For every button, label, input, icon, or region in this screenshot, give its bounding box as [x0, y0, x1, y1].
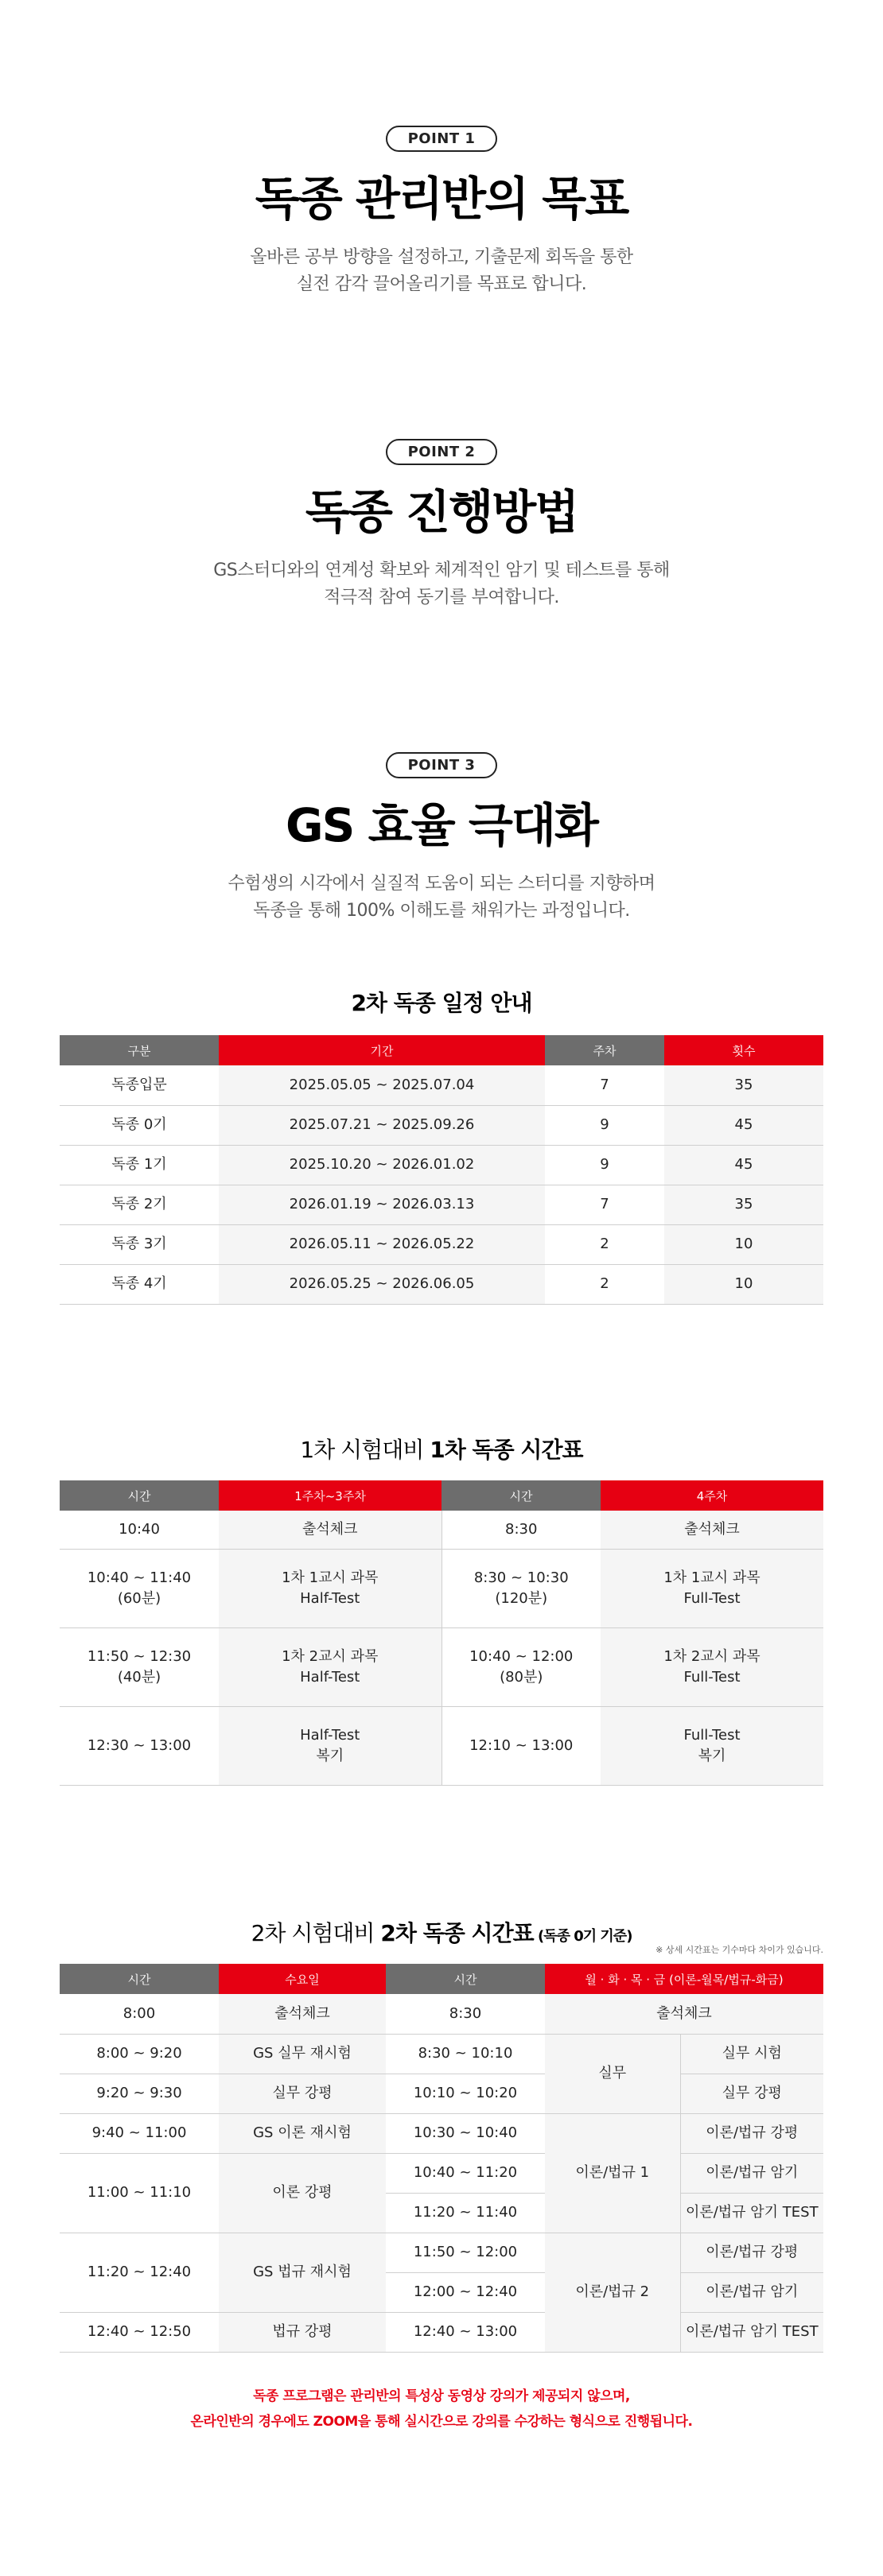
schedule-cell: 35 — [664, 1185, 823, 1224]
session-cell: 1차 2교시 과목 Half-Test — [219, 1627, 442, 1706]
point-2-desc-line1: GS스터디와의 연계성 확보와 체계적인 암기 및 테스트를 통해 — [213, 560, 670, 580]
point-3-badge: POINT 3 — [386, 752, 498, 778]
table-row — [60, 1145, 823, 1185]
session-cell: 이론/법규 강평 — [680, 2233, 823, 2272]
schedule-cell: 45 — [664, 1105, 823, 1145]
point-1-desc-line2: 실전 감각 끌어올리기를 목표로 합니다. — [296, 274, 587, 294]
schedule-cell: 2025.05.05 ~ 2025.07.04 — [219, 1065, 545, 1105]
second-header-wednesday: 수요일 — [219, 1964, 386, 1994]
session-cell: 이론/법규 암기 — [680, 2153, 823, 2193]
second-header-weekdays: 월 · 화 · 목 · 금 (이론-월목/법규-화금) — [545, 1964, 823, 1994]
table-row — [60, 1994, 823, 2034]
session-cell: 1차 2교시 과목 Full-Test — [601, 1627, 823, 1706]
schedule-cell: 45 — [664, 1145, 823, 1185]
session-cell: 실무 강평 — [219, 2074, 386, 2113]
schedule-cell: 독종 3기 — [60, 1224, 219, 1264]
point-3-desc-line2: 독종을 통해 100% 이해도를 채워가는 과정입니다. — [253, 900, 630, 921]
schedule-header-category: 구분 — [60, 1035, 219, 1065]
session-cell: 1차 1교시 과목 Full-Test — [601, 1549, 823, 1627]
time-cell: 11:20 ~ 11:40 — [386, 2193, 545, 2233]
session-cell: 이론/법규 암기 — [680, 2272, 823, 2312]
table-row — [60, 1627, 823, 1706]
point-3-section — [0, 752, 883, 925]
second-header-time-2: 시간 — [386, 1964, 545, 1994]
time-cell: 12:40 ~ 13:00 — [386, 2312, 545, 2352]
session-cell: 이론/법규 암기 TEST — [680, 2312, 823, 2352]
schedule-cell: 35 — [664, 1065, 823, 1105]
session-cell: 출석체크 — [219, 1994, 386, 2034]
table-row — [60, 2034, 823, 2074]
first-header-time-2: 시간 — [442, 1480, 601, 1511]
schedule-cell: 7 — [545, 1065, 664, 1105]
session-cell: 실무 강평 — [680, 2074, 823, 2113]
table-row — [60, 2113, 823, 2153]
session-cell: GS 실무 재시험 — [219, 2034, 386, 2074]
second-timetable-note: ※ 상세 시간표는 기수마다 차이가 있습니다. — [655, 1945, 823, 1955]
schedule-cell: 2 — [545, 1224, 664, 1264]
time-cell: 12:10 ~ 13:00 — [442, 1706, 601, 1785]
schedule-cell: 9 — [545, 1145, 664, 1185]
schedule-cell: 2026.05.25 ~ 2026.06.05 — [219, 1264, 545, 1304]
point-2-title: 독종 진행방법 — [305, 485, 578, 539]
time-cell: 12:30 ~ 13:00 — [60, 1706, 219, 1785]
time-cell: 8:30 — [442, 1511, 601, 1549]
point-1-title: 독종 관리반의 목표 — [255, 172, 628, 226]
schedule-cell: 7 — [545, 1185, 664, 1224]
time-cell: 8:30 — [386, 1994, 545, 2034]
time-cell: 11:50 ~ 12:00 — [386, 2233, 545, 2272]
table-row — [60, 1185, 823, 1224]
first-header-time-1: 시간 — [60, 1480, 219, 1511]
table-row — [60, 1706, 823, 1785]
first-timetable — [60, 1480, 823, 1786]
footer-note-line2: 온라인반의 경우에도 ZOOM을 통해 실시간으로 강의를 수강하는 형식으로 진행됩니다. — [190, 2414, 693, 2430]
point-2-section — [0, 439, 883, 611]
table-row — [60, 1065, 823, 1105]
first-header-row — [60, 1480, 823, 1511]
session-cell: 실무 시험 — [680, 2034, 823, 2074]
session-cell: 이론 강평 — [219, 2153, 386, 2233]
time-cell: 8:00 — [60, 1994, 219, 2034]
first-timetable-title: 1차 시험대비 1차 독종 시간표 — [300, 1437, 583, 1463]
schedule-cell: 2025.10.20 ~ 2026.01.02 — [219, 1145, 545, 1185]
table-row — [60, 1224, 823, 1264]
time-cell: 10:40 ~ 12:00 (80분) — [442, 1627, 601, 1706]
time-cell: 10:40 ~ 11:20 — [386, 2153, 545, 2193]
schedule-header-weeks: 주차 — [545, 1035, 664, 1065]
time-cell: 10:40 ~ 11:40 (60분) — [60, 1549, 219, 1627]
schedule-cell: 2 — [545, 1264, 664, 1304]
table-row — [60, 2233, 823, 2272]
point-1-section — [0, 126, 883, 298]
first-header-weeks-1-3: 1주차~3주차 — [219, 1480, 442, 1511]
point-1-badge: POINT 1 — [386, 126, 498, 152]
table-row — [60, 1511, 823, 1549]
session-cell: 이론/법규 암기 TEST — [680, 2193, 823, 2233]
session-cell: Half-Test 복기 — [219, 1706, 442, 1785]
table-row — [60, 1264, 823, 1304]
time-cell: 8:00 ~ 9:20 — [60, 2034, 219, 2074]
time-cell: 8:30 ~ 10:30 (120분) — [442, 1549, 601, 1627]
schedule-cell: 2026.01.19 ~ 2026.03.13 — [219, 1185, 545, 1224]
schedule-header-period: 기간 — [219, 1035, 545, 1065]
schedule-cell: 독종 4기 — [60, 1264, 219, 1304]
second-header-time-1: 시간 — [60, 1964, 219, 1994]
second-timetable — [60, 1964, 823, 2353]
second-header-row — [60, 1964, 823, 1994]
schedule-cell: 독종 1기 — [60, 1145, 219, 1185]
schedule-cell: 2025.07.21 ~ 2025.09.26 — [219, 1105, 545, 1145]
point-2-desc-line2: 적극적 참여 동기를 부여합니다. — [324, 587, 559, 607]
schedule-cell: 2026.05.11 ~ 2026.05.22 — [219, 1224, 545, 1264]
point-2-badge: POINT 2 — [386, 439, 498, 465]
session-cell: 출석체크 — [219, 1511, 442, 1549]
time-cell: 10:40 — [60, 1511, 219, 1549]
schedule-cell: 독종 0기 — [60, 1105, 219, 1145]
schedule-header-count: 횟수 — [664, 1035, 823, 1065]
session-cell: Full-Test 복기 — [601, 1706, 823, 1785]
schedule-cell: 독종입문 — [60, 1065, 219, 1105]
time-cell: 11:20 ~ 12:40 — [60, 2233, 219, 2312]
session-cell: GS 이론 재시험 — [219, 2113, 386, 2153]
schedule-title: 2차 독종 일정 안내 — [351, 990, 532, 1016]
table-row — [60, 2153, 823, 2193]
group-cell-law-2: 이론/법규 2 — [545, 2233, 680, 2352]
point-3-title: GS 효율 극대화 — [286, 798, 597, 852]
group-cell-practice: 실무 — [545, 2034, 680, 2113]
table-row — [60, 1549, 823, 1627]
session-cell: 이론/법규 강평 — [680, 2113, 823, 2153]
session-cell: 출석체크 — [545, 1994, 823, 2034]
session-cell: 법규 강평 — [219, 2312, 386, 2352]
table-row — [60, 2312, 823, 2352]
time-cell: 10:10 ~ 10:20 — [386, 2074, 545, 2113]
schedule-header-row — [60, 1035, 823, 1065]
schedule-table — [60, 1035, 823, 1305]
session-cell: GS 법규 재시험 — [219, 2233, 386, 2312]
schedule-cell: 9 — [545, 1105, 664, 1145]
time-cell: 8:30 ~ 10:10 — [386, 2034, 545, 2074]
table-row — [60, 1105, 823, 1145]
schedule-cell: 10 — [664, 1224, 823, 1264]
time-cell: 11:00 ~ 11:10 — [60, 2153, 219, 2233]
time-cell: 12:40 ~ 12:50 — [60, 2312, 219, 2352]
point-3-desc-line1: 수험생의 시각에서 실질적 도움이 되는 스터디를 지향하며 — [228, 873, 655, 894]
first-header-week-4: 4주차 — [601, 1480, 823, 1511]
table-row — [60, 2074, 823, 2113]
group-cell-law-1: 이론/법규 1 — [545, 2113, 680, 2233]
session-cell: 출석체크 — [601, 1511, 823, 1549]
time-cell: 12:00 ~ 12:40 — [386, 2272, 545, 2312]
footer-note-line1: 독종 프로그램은 관리반의 특성상 동영상 강의가 제공되지 않으며, — [253, 2388, 630, 2404]
point-1-desc-line1: 올바른 공부 방향을 설정하고, 기출문제 회독을 통한 — [250, 246, 633, 267]
time-cell: 11:50 ~ 12:30 (40분) — [60, 1627, 219, 1706]
second-timetable-title: 2차 시험대비 2차 독종 시간표 (독종 0기 기준) — [251, 1920, 632, 1946]
schedule-cell: 10 — [664, 1264, 823, 1304]
time-cell: 9:20 ~ 9:30 — [60, 2074, 219, 2113]
footer-note — [0, 2384, 883, 2434]
time-cell: 10:30 ~ 10:40 — [386, 2113, 545, 2153]
time-cell: 9:40 ~ 11:00 — [60, 2113, 219, 2153]
session-cell: 1차 1교시 과목 Half-Test — [219, 1549, 442, 1627]
schedule-cell: 독종 2기 — [60, 1185, 219, 1224]
